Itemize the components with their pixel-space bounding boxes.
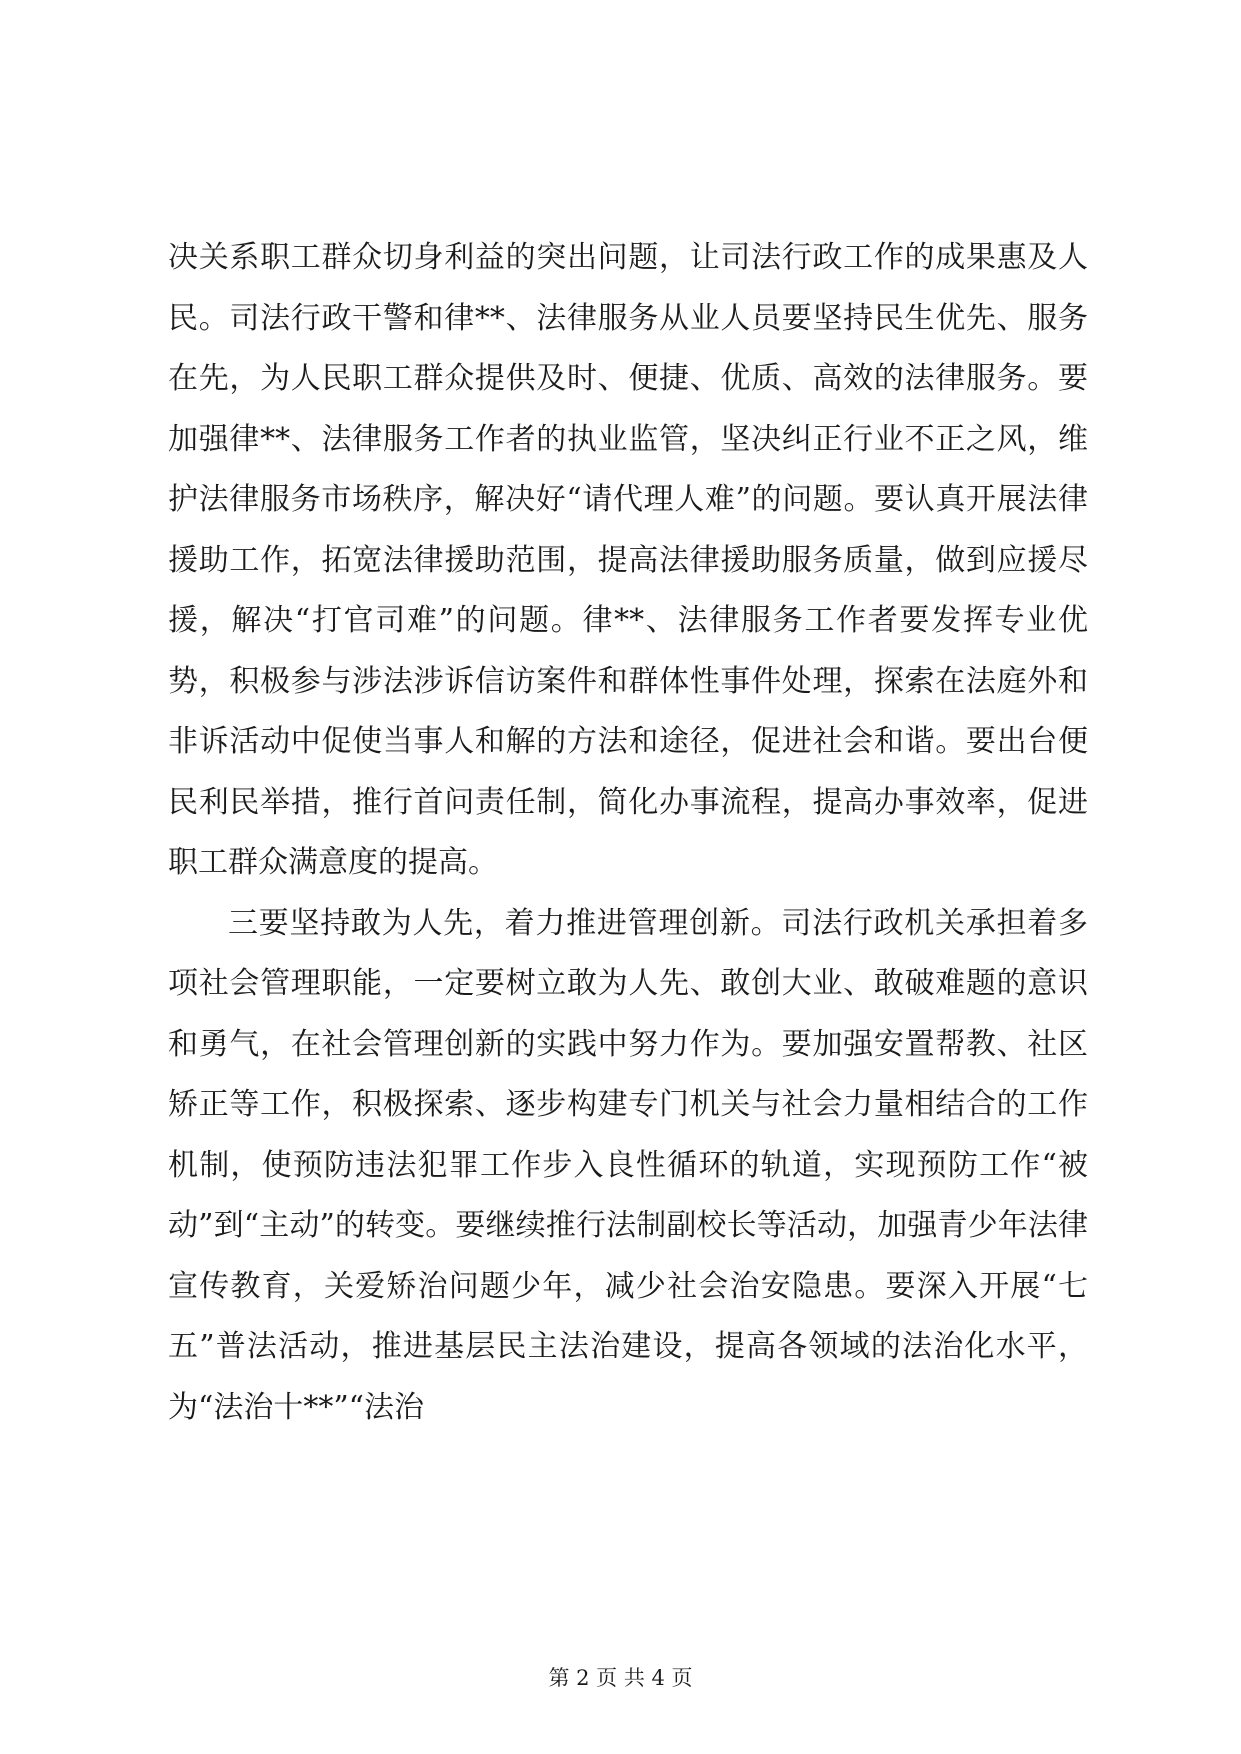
document-body bbox=[168, 228, 1088, 1438]
page-footer: 第 2 页 共 4 页 bbox=[548, 1666, 693, 1690]
paragraph-continuation: 决关系职工群众切身利益的突出问题，让司法行政工作的成果惠及人民。司法行政干警和律**、法律服务从业人员要坚持民生优先、服务在先，为人民职工群众提供及时、便捷、优质、高效的法律服务。要加强律**、法律服务工作者的执业监管，坚决纠正行业不正之风，维护法律服务市场秩序，解决好“请代理人难”的问题。要认真开展法律援助工作，拓宽法律援助范围，提高法律援助服务质量，做到应援尽援，解决“打官司难”的问题。律**、法律服务工作者要发挥专业优势，积极参与涉法涉诉信访案件和群体性事件处理，探索在法庭外和非诉活动中促使当事人和解的方法和途径，促进社会和谐。要出台便民利民举措，推行首问责任制，简化办事流程，提高办事效率，促进职工群众满意度的提高。 bbox=[168, 240, 1088, 880]
paragraph-third-point: 三要坚持敢为人先，着力推进管理创新。司法行政机关承担着多项社会管理职能，一定要树立敢为人先、敢创大业、敢破难题的意识和勇气，在社会管理创新的实践中努力作为。要加强安置帮教、社区矫正等工作，积极探索、逐步构建专门机关与社会力量相结合的工作机制，使预防违法犯罪工作步入良性循环的轨道，实现预防工作“被动”到“主动”的转变。要继续推行法制副校长等活动，加强青少年法律宣传教育，关爱矫治问题少年，减少社会治安隐患。要深入开展“七五”普法活动，推进基层民主法治建设，提高各领域的法治化水平，为“法治十**”“法治 bbox=[168, 905, 1088, 1425]
